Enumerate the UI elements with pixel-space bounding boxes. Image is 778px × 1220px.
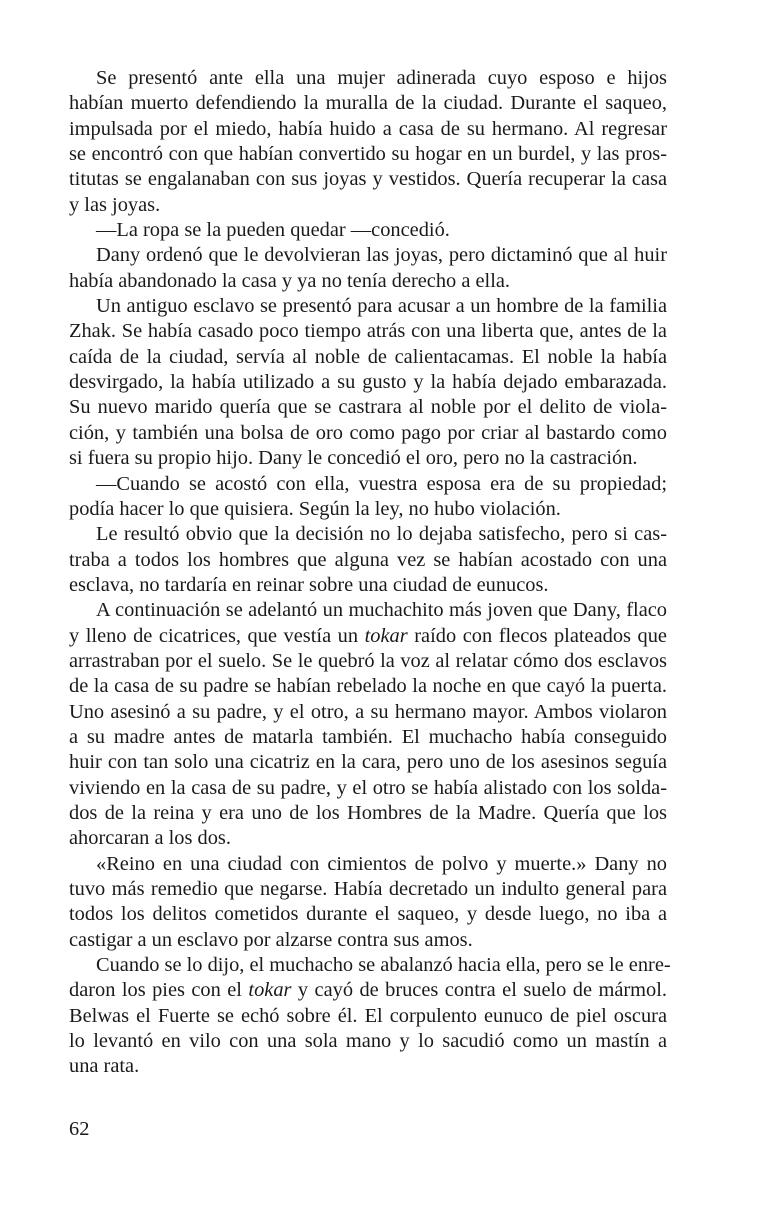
text-segment: Un antiguo esclavo se presentó para acusar a un hombre de la familia	[96, 295, 667, 318]
text-line	[69, 167, 667, 192]
text-line	[69, 294, 667, 319]
text-segment: tuvo más remedio que negarse. Había decretado un indulto general para	[69, 878, 667, 900]
text-line	[69, 725, 667, 750]
text-segment: Su nuevo marido quería que se castrara al noble por el delito de viola-	[69, 396, 667, 419]
text-segment: ahorcaran a los dos.	[69, 827, 231, 850]
text-segment: y las joyas.	[69, 193, 161, 216]
text-segment: Dany ordenó que le devolvieran las joyas, pero dictaminó que al huir	[96, 244, 667, 267]
text-line	[69, 395, 667, 420]
text-segment: a su madre antes de matarla también. El muchacho había conseguido	[69, 725, 667, 748]
text-line	[69, 902, 667, 927]
text-segment: todos los delitos cometidos durante el saqueo, y desde luego, no iba a	[69, 903, 667, 926]
text-segment: dos de la reina y era uno de los Hombres de la Madre. Quería que los	[69, 801, 667, 824]
text-segment: viviendo en la casa de su padre, y el otro se había alistado con los solda-	[69, 776, 667, 799]
text-segment: desvirgado, la había utilizado a su gusto y la había dejado embarazada.	[69, 371, 667, 394]
text-line	[69, 1054, 667, 1079]
text-segment: Uno asesinó a su padre, y el otro, a su hermano mayor. Ambos violaron	[69, 700, 667, 723]
text-line	[69, 624, 667, 649]
text-segment: había abandonado la casa y ya no tenía derecho a ella.	[69, 269, 511, 292]
text-segment: ción, y también una bolsa de oro como pago por criar al bastardo como	[69, 421, 667, 444]
text-segment: castigar a un esclavo por alzarse contra sus amos.	[69, 928, 473, 951]
text-line	[69, 66, 667, 91]
text-segment: y cayó de bruces contra el suelo de mármol.	[291, 979, 667, 1002]
text-line	[69, 852, 667, 877]
text-line	[69, 193, 667, 218]
text-line	[69, 117, 667, 142]
text-line	[69, 573, 667, 598]
text-segment: esclava, no tardaría en reinar sobre una ciudad de eunucos.	[69, 573, 549, 596]
text-segment: daron los pies con el	[69, 979, 249, 1002]
page-body	[69, 66, 671, 1080]
text-line	[69, 674, 667, 699]
text-line	[69, 91, 667, 116]
text-line	[69, 522, 667, 547]
text-segment: Cuando se lo dijo, el muchacho se abalanzó hacia ella, pero se le enre-	[96, 954, 671, 977]
text-line	[69, 978, 667, 1003]
text-segment: «Reino en una ciudad con cimientos de polvo y muerte.» Dany no	[96, 852, 667, 875]
text-line	[69, 421, 667, 446]
text-segment: y lleno de cicatrices, que vestía un	[69, 624, 365, 647]
text-segment: una rata.	[69, 1055, 140, 1078]
text-line	[69, 243, 667, 268]
text-segment: traba a todos los hombres que alguna vez se habían acostado con una	[69, 548, 667, 571]
text-line	[69, 826, 667, 851]
text-segment: Le resultó obvio que la decisión no lo dejaba satisfecho, pero si cas-	[96, 523, 667, 546]
text-segment: arrastraban por el suelo. Se le quebró la voz al relatar cómo dos esclavos	[69, 649, 667, 672]
text-line	[69, 877, 667, 902]
text-line	[69, 269, 667, 294]
text-segment: —Cuando se acostó con ella, vuestra esposa era de su propiedad;	[96, 472, 667, 495]
text-line	[69, 953, 671, 978]
text-segment: Zhak. Se había casado poco tiempo atrás con una liberta que, antes de la	[69, 320, 667, 343]
text-line	[69, 370, 667, 395]
text-line	[69, 319, 667, 344]
text-line	[69, 928, 667, 953]
text-segment: podía hacer lo que quisiera. Según la ley, no hubo violación.	[69, 497, 561, 520]
text-segment: A continuación se adelantó un muchachito más joven que Dany, flaco	[96, 599, 667, 622]
text-line	[69, 700, 667, 725]
text-line	[69, 142, 667, 167]
text-segment: caída de la ciudad, servía al noble de calientacamas. El noble la había	[69, 345, 667, 368]
text-line	[69, 1029, 667, 1054]
text-line	[69, 776, 667, 801]
text-segment: de la casa de su padre se habían rebelado la noche en que cayó la puerta.	[69, 675, 667, 698]
text-line	[69, 218, 667, 243]
text-line	[69, 548, 667, 573]
text-line	[69, 1004, 667, 1029]
text-line	[69, 750, 667, 775]
text-line	[69, 801, 667, 826]
text-line	[69, 497, 667, 522]
text-segment: huir con tan solo una cicatriz en la cara, pero uno de los asesinos seguía	[69, 751, 667, 774]
text-segment: Se presentó ante ella una mujer adinerada cuyo esposo e hijos	[96, 67, 667, 89]
text-segment: titutas se engalanaban con sus joyas y vestidos. Quería recuperar la casa	[69, 168, 667, 191]
text-line	[69, 598, 667, 623]
text-line	[69, 345, 667, 370]
text-line	[69, 446, 667, 471]
text-segment: Belwas el Fuerte se echó sobre él. El corpulento eunuco de piel oscura	[69, 1004, 667, 1027]
page-number: 62	[69, 1118, 90, 1140]
text-line	[69, 649, 667, 674]
text-segment: impulsada por el miedo, había huido a casa de su hermano. Al regresar	[69, 117, 667, 140]
text-line	[69, 472, 667, 497]
text-segment: se encontró con que habían convertido su hogar en un burdel, y las pros-	[69, 143, 667, 166]
text-segment: —La ropa se la pueden quedar —concedió.	[96, 219, 450, 242]
italic-term: tokar	[364, 624, 408, 647]
text-segment: lo levantó en vilo con una sola mano y lo sacudió como un mastín a	[69, 1030, 667, 1053]
text-segment: si fuera su propio hijo. Dany le concedió el oro, pero no la castración.	[69, 447, 638, 470]
text-segment: habían muerto defendiendo la muralla de la ciudad. Durante el saqueo,	[69, 92, 667, 115]
italic-term: tokar	[248, 979, 292, 1002]
text-segment: raído con flecos plateados que	[407, 624, 667, 647]
